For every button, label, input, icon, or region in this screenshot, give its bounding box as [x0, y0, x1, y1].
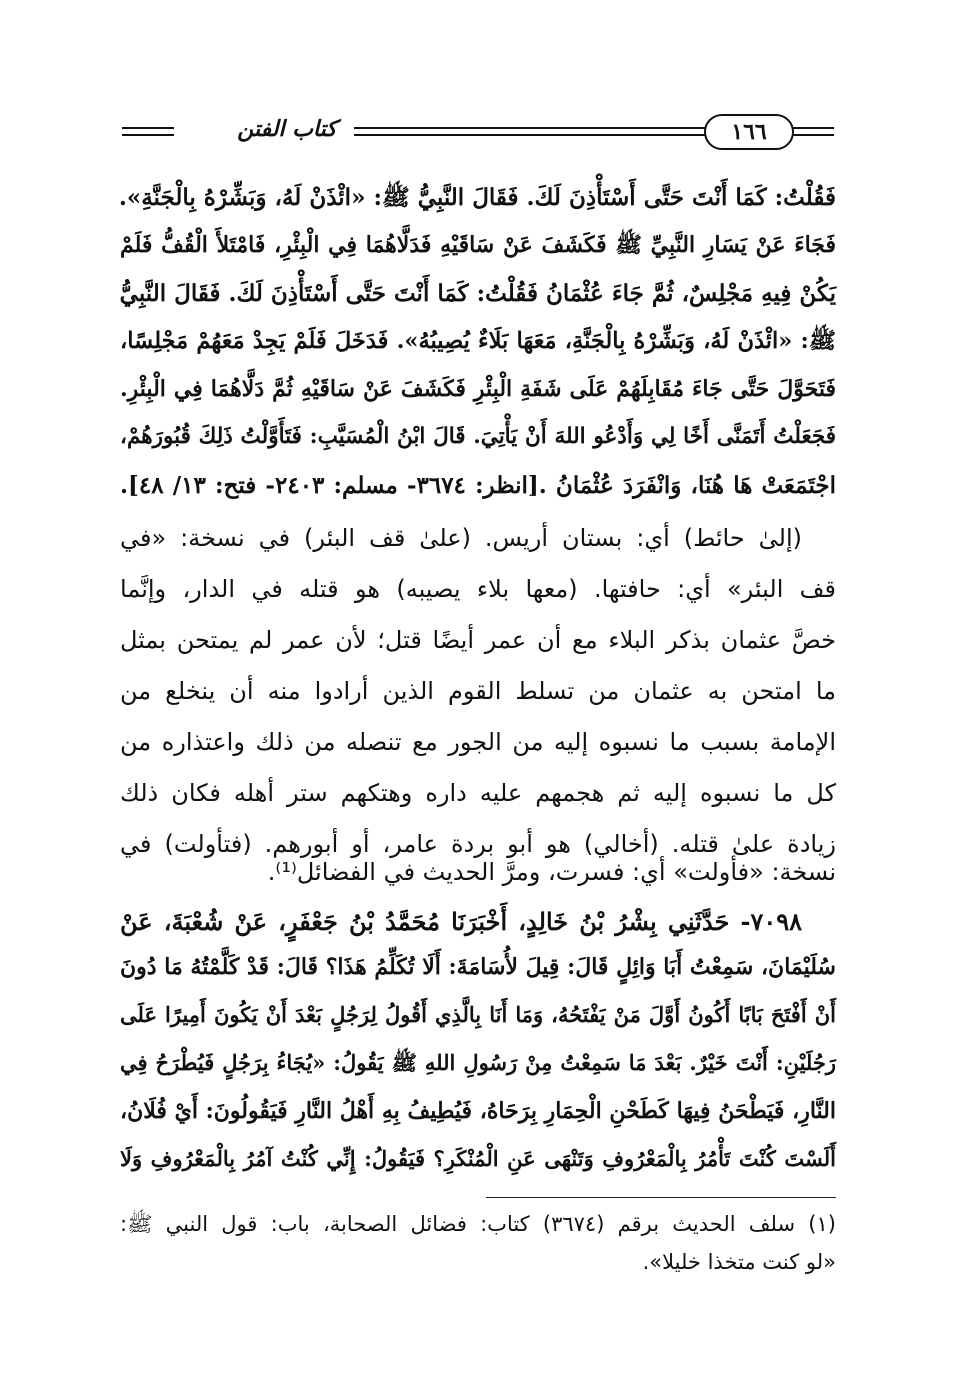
footnote-divider [486, 1197, 836, 1198]
hadith-line: فَتَحَوَّلَ حَتَّى جَاءَ مُقَابِلَهُمْ عَلَى شَفَةِ الْبِئْرِ فَكَشَفَ عَنْ سَاقَيْهِ ثُمَّ دَلَّاهُمَا فِي الْبِئْرِ. [120, 376, 836, 402]
commentary-line: قف البئر» أي: حافتها. (معها بلاء يصيبه) هو قتله في الدار، وإنَّما [120, 575, 836, 603]
header-rule-mid-bottom [354, 134, 716, 136]
hadith-line: ٧٠٩٨- حَدَّثَنِي بِشْرُ بْنُ خَالِدٍ، أَخْبَرَنَا مُحَمَّدُ بْنُ جَعْفَرٍ، عَنْ شُعْبَةَ، عَنْ [120, 907, 802, 936]
header-rule-right-top [790, 127, 834, 129]
page-header [122, 112, 834, 152]
header-rule-left-top [122, 127, 174, 129]
footnote-line: «لو كنت متخذا خليلا». [642, 1250, 836, 1274]
commentary-line: ما امتحن به عثمان من تسلط القوم الذين أرادوا منه أن ينخلع من [120, 677, 836, 705]
hadith-line: فَجَعَلْتُ أَتَمَنَّى أَخًا لِي وَأَدْعُو اللهَ أَنْ يَأْتِيَ. قَالَ ابْنُ الْمُسَيَّبِ: فَتَأَوَّلْتُ ذَلِكَ قُبُورَهُمْ، [120, 424, 836, 449]
commentary-line: خصَّ عثمان بذكر البلاء مع أن عمر أيضًا قتل؛ لأن عمر لم يمتحن بمثل [120, 626, 836, 654]
hadith-line: رَجُلَيْنِ: أَنْتَ خَيْرٌ. بَعْدَ مَا سَمِعْتُ مِنْ رَسُولِ اللهِ ﷺ يَقُولُ: «يُجَاءُ بِرَجُلٍ فَيُطْرَحُ فِي [120, 1050, 836, 1075]
hadith-line: يَكُنْ فِيهِ مَجْلِسٌ، ثُمَّ جَاءَ عُثْمَانُ فَقُلْتُ: كَمَا أَنْتَ حَتَّى أَسْتَأْذِنَ لَكَ. فَقَالَ النَّبِيُّ [119, 280, 836, 307]
commentary-line: نسخة: «فأولت» أي: فسرت، ومرَّ الحديث في الفضائل⁽¹⁾. [267, 858, 836, 886]
commentary-line: زيادة علىٰ قتله. (أخالي) هو أبو بردة عامر، أو أبورهم. (فتأولت) في [120, 830, 836, 858]
commentary-line: (إلىٰ حائط) أي: بستان أريس. (علىٰ قف البئر) في نسخة: «في [120, 524, 802, 552]
hadith-line: سُلَيْمَانَ، سَمِعْتُ أَبَا وَائِلٍ قَالَ: قِيلَ لأُسَامَةَ: أَلَا تُكَلِّمُ هَذَا؟ قَالَ: قَدْ كَلَّمْتُهُ مَا دُونَ [120, 954, 836, 980]
footnote-line: (١) سلف الحديث برقم (٣٦٧٤) كتاب: فضائل الصحابة، باب: قول النبي ﷺ: [120, 1212, 836, 1236]
header-rule-left-bottom [122, 134, 174, 136]
hadith-line: فَجَاءَ عَنْ يَسَارِ النَّبِيِّ ﷺ فَكَشَفَ عَنْ سَاقَيْهِ فَدَلَّاهُمَا فِي الْبِئْرِ، فَامْتَلأَ الْقُفُّ فَلَمْ [120, 232, 836, 258]
hadith-line: أَنْ أَفْتَحَ بَابًا أَكُونُ أَوَّلَ مَنْ يَفْتَحُهُ، وَمَا أَنَا بِالَّذِي أَقُولُ لِرَجُلٍ بَعْدَ أَنْ يَكُونَ أَمِيرًا عَلَى [120, 1002, 836, 1027]
header-rule-right-bottom [790, 134, 834, 136]
book-title: كتاب الفتن [228, 116, 346, 142]
commentary-line: الإمامة بسبب ما نسبوه إليه من الجور مع تنصله من ذلك واعتذاره من [120, 728, 836, 756]
hadith-line: ﷺ: «ائْذَنْ لَهُ، وَبَشِّرْهُ بِالْجَنَّةِ، مَعَهَا بَلَاءٌ يُصِيبُهُ». فَدَخَلَ فَلَمْ يَجِدْ مَعَهُمْ مَجْلِسًا، [120, 328, 836, 354]
hadith-line: اجْتَمَعَتْ هَا هُنَا، وَانْفَرَدَ عُثْمَانُ .[انظر: ٣٦٧٤- مسلم: ٢٤٠٣- فتح: ١٣/ ٤٨]. [120, 472, 836, 499]
page-number-badge [704, 114, 794, 150]
commentary-line: كل ما نسبوه إليه ثم هجمهم عليه داره وهتكهم ستر أهله فكان ذلك [120, 779, 836, 807]
hadith-line: فَقُلْتُ: كَمَا أَنْتَ حَتَّى أَسْتَأْذِنَ لَكَ. فَقَالَ النَّبِيُّ ﷺ: «ائْذَنْ لَهُ، وَبَشِّرْهُ بِالْجَنَّةِ». [118, 184, 836, 211]
hadith-line: النَّارِ، فَيَطْحَنُ فِيهَا كَطَحْنِ الْحِمَارِ بِرَحَاهُ، فَيُطِيفُ بِهِ أَهْلُ النَّارِ فَيَقُولُونَ: أَيْ فُلَانُ، [120, 1098, 836, 1124]
hadith-line: أَلَسْتَ كُنْتَ تَأْمُرُ بِالْمَعْرُوفِ وَتَنْهَى عَنِ الْمُنْكَرِ؟ فَيَقُولُ: إِنِّي كُنْتُ آمُرُ بِالْمَعْرُوفِ وَلَا [120, 1146, 836, 1171]
page-number: ١٦٦ [731, 119, 767, 145]
header-rule-mid-top [354, 127, 716, 129]
